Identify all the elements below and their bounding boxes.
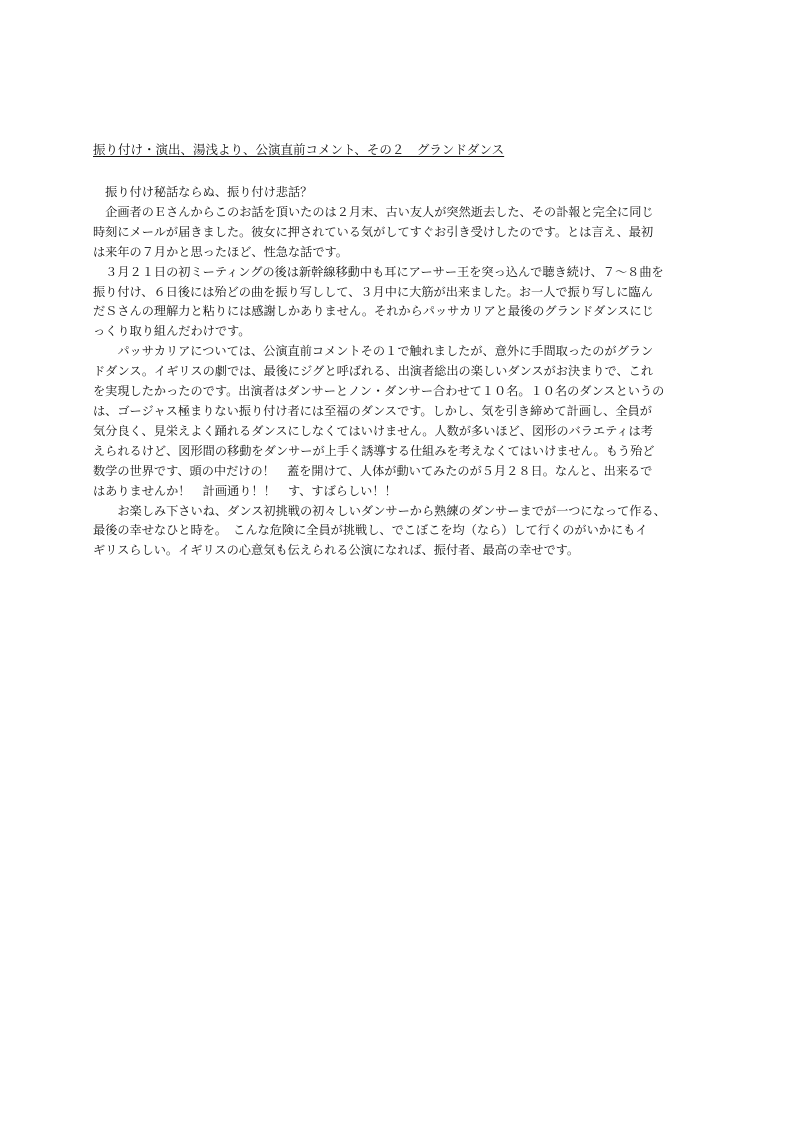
- paragraph-line: パッサカリアについては、公演直前コメントその１で触れましたが、意外に手間取ったのがグラン: [93, 344, 654, 359]
- paragraph-line: はありませんか！ 計画通り！！ す、すばらしい！！: [93, 483, 397, 498]
- paragraph-line: は、ゴージャス極まりない振り付け者には至福のダンスです。しかし、気を引き締めて計画し、全員が: [93, 403, 652, 418]
- document-body: [93, 141, 718, 561]
- paragraph-line: 数学の世界です、頭の中だけの！ 蓋を開けて、人体が動いてみたのが５月２８日。なんと、出来るで: [93, 463, 653, 478]
- paragraph-line: ドダンス。イギリスの劇では、最後にジグと呼ばれる、出演者総出の楽しいダンスがお決まりで、これ: [93, 364, 654, 379]
- paragraph-line: ３月２１日の初ミーティングの後は新幹線移動中も耳にアーサー王を突っ込んで聴き続け、７〜８曲を: [93, 264, 664, 279]
- paragraph-line: 企画者のＥさんからこのお話を頂いたのは２月末、古い友人が突然逝去した、その訃報と完全に同じ: [93, 204, 654, 219]
- paragraph-line: 気分良く、見栄えよく踊れるダンスにしなくてはいけません。人数が多いほど、図形のバラエティは考: [93, 423, 653, 438]
- paragraph-line: 振り付け、６日後には殆どの曲を振り写しして、３月中に大筋が出来ました。お一人で振り写しに臨ん: [93, 284, 653, 299]
- paragraph-line: は来年の７月かと思ったほど、性急な話です。: [93, 244, 348, 259]
- document-title: 振り付け・演出、湯浅より、公演直前コメント、その２ グランドダンス: [93, 142, 505, 157]
- paragraph-line: だＳさんの理解力と粘りには感謝しかありません。それからパッサカリアと最後のグランドダンスにじ: [93, 304, 654, 319]
- paragraph-line: 最後の幸せなひと時を。 こんな危険に全員が挑戦し、でこぼこを均（なら）して行くのがいかにもイ: [93, 523, 648, 538]
- paragraph-line: 振り付け秘話ならぬ、振り付け悲話？: [93, 185, 313, 199]
- paragraph-line: っくり取り組んだわけです。: [93, 324, 251, 339]
- paragraph-line: えられるけど、図形間の移動をダンサーが上手く誘導する仕組みを考えなくてはいけません。もう殆ど: [93, 443, 655, 458]
- paragraph-line: 時刻にメールが届きました。彼女に押されている気がしてすぐお引き受けしたのです。とは言え、最初: [93, 224, 654, 239]
- paragraph-line: お楽しみ下さいね、ダンス初挑戦の初々しいダンサーから熟練のダンサーまでが一つになって作る、: [93, 503, 666, 518]
- title-spacer: [93, 159, 718, 183]
- paragraph-line: ギリスらしい。イギリスの心意気も伝えられる公演になれば、振付者、最高の幸せです。: [93, 543, 580, 558]
- paragraph-line: を実現したかったのです。出演者はダンサーとノン・ダンサー合わせて１０名。１０名のダンスというの: [93, 384, 665, 399]
